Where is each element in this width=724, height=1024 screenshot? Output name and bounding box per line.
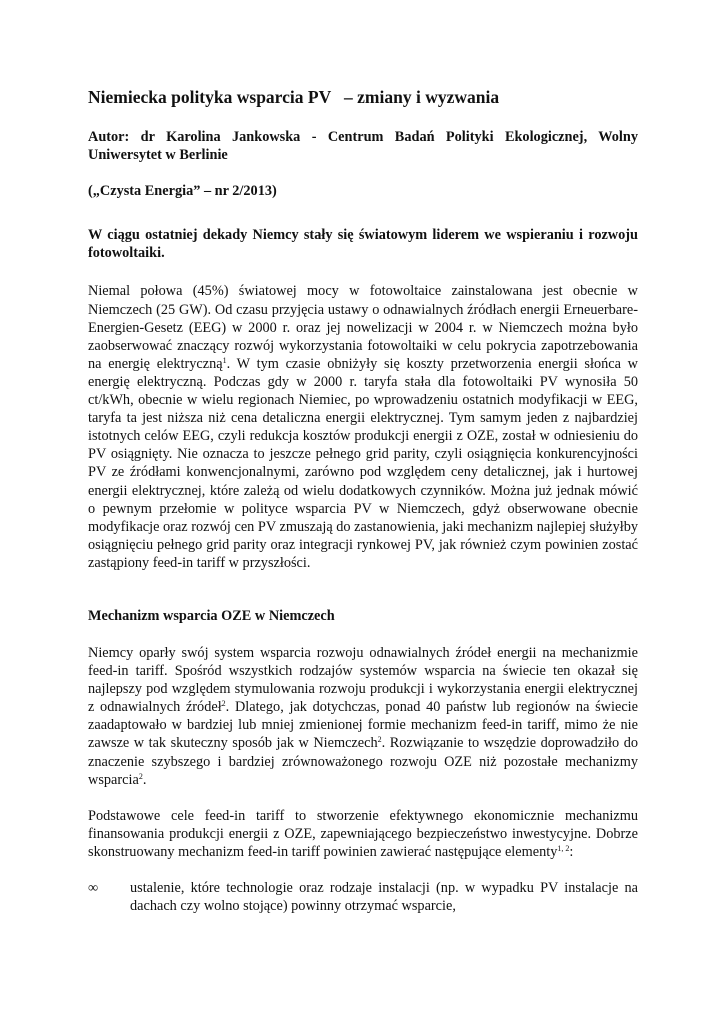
source-citation: („Czysta Energia” – nr 2/2013) — [88, 183, 277, 200]
bullet-item — [88, 879, 638, 915]
author-line: Autor: dr Karolina Jankowska - Centrum Badań Polityki Ekologicznej, Wolny Uniwersytet w Berlinie — [88, 129, 638, 164]
bullet-text: ustalenie, które technologie oraz rodzaje instalacji (np. w wypadku PV instalacje na dachach czy wolno stojące) powinny otrzymać wsparcie, — [130, 880, 638, 915]
footnote-ref: 1 — [222, 355, 227, 365]
footnote-ref: 2 — [221, 699, 226, 709]
paragraph-2-text-a: Niemcy oparły swój system wsparcia rozwoju odnawialnych źródeł energii na mechanizmie feed-in tariff. Spośród wszystkich rodzajów systemów wsparcia na świecie ten okazał się najlepszy pod względem stymulowania rozwoju produkcji i wykorzystania energii elektrycznej z odnawialnych źródeł — [88, 644, 638, 716]
paragraph-3-text-a: Podstawowe cele feed-in tariff to stworzenie efektywnego ekonomicznie mechanizmu finansowania produkcji energii z OZE, zapewniającego bezpieczeństwo inwestycyjne. Dobrze skonstruowany mechanizm feed-in tariff powinien zawierać następujące elementy — [88, 807, 638, 860]
paragraph-2-text-c: . Rozwiązanie to wszędzie doprowadziło do znaczenie szybszego i bardziej zrównoważonego rozwoju OZE niż pozostałe mechanizmy wsparcia — [88, 735, 638, 788]
document-title: Niemiecka polityka wsparcia PV – zmiany i wyzwania — [88, 87, 500, 107]
paragraph-1-text-a: Niemal połowa (45%) światowej mocy w fotowoltaice zainstalowana jest obecnie w Niemczech (25 GW). Od czasu przyjęcia ustawy o odnawialnych źródłach energii Erneuerbare-Energien-Gesetz (EEG) w 2000 r. oraz jej nowelizacji w 2004 r. w Niemczech można było zaobserwować znaczący rozwój wykorzystania fotowoltaiki w celu pokrycia zapotrzebowania na energię elektryczną — [88, 283, 638, 372]
paragraph-3 — [88, 807, 638, 861]
paragraph-3-text-b: : — [569, 843, 574, 860]
paragraph-2-text-d: . — [142, 771, 147, 788]
footnote-ref: 1, 2 — [557, 843, 570, 853]
paragraph-2 — [88, 644, 638, 789]
footnote-ref: 2 — [377, 735, 382, 745]
paragraph-2-text-b: . Dlatego, jak dotychczas, ponad 40 państw lub regionów na świecie zaadaptowało w bardziej lub mniej zmienionej formie mechanizm feed-in tariff, mimo że nie zawsze w tak skuteczny sposób jak w Niemczech — [88, 699, 638, 752]
infinity-bullet-icon: ∞ — [88, 880, 99, 896]
lead-paragraph: W ciągu ostatniej dekady Niemcy stały się światowym liderem we wspieraniu i rozwoju fotowoltaiki. — [88, 227, 638, 262]
paragraph-1-text-b: . W tym czasie obniżyły się koszty przetworzenia energii słońca w energię elektryczną. Podczas gdy w 2000 r. taryfa stała dla fotowoltaiki PV wynosiła 50 ct/kWh, obecnie w wielu regionach Niemiec, po wprowadzeniu ostatnich modyfikacji w EEG, taryfa ta jest niższa niż cena detaliczna energii elektrycznej. Tym samym jeden z najbardziej istotnych celów EEG, czyli redukcja kosztów produkcji energii z OZE, został w odniesieniu do PV osiągnięty. Nie oznacza to jeszcze pełnego grid parity, czyli osiągnięcia konkurencyjności PV ze źródłami konwencjonalnymi, zarówno pod względem ceny detalicznej, jak i hurtowej energii elektrycznej, które zależą od wielu dodatkowych czynników. Można już jednak mówić o pewnym przełomie w polityce wsparcia PV w Niemczech, gdyż obserwowane obecnie modyfikacje oraz rozwój cen PV zmuszają do zastanowienia, jaki mechanizm najlepiej służyłby osiągnięciu pełnego grid parity oraz integracji rynkowej PV, jak również czym powinien zostać zastąpiony feed-in tariff w przyszłości. — [88, 355, 638, 571]
section-heading: Mechanizm wsparcia OZE w Niemczech — [88, 607, 335, 624]
footnote-ref: 2 — [138, 771, 143, 781]
paragraph-1 — [88, 282, 638, 572]
document-body — [88, 86, 638, 915]
